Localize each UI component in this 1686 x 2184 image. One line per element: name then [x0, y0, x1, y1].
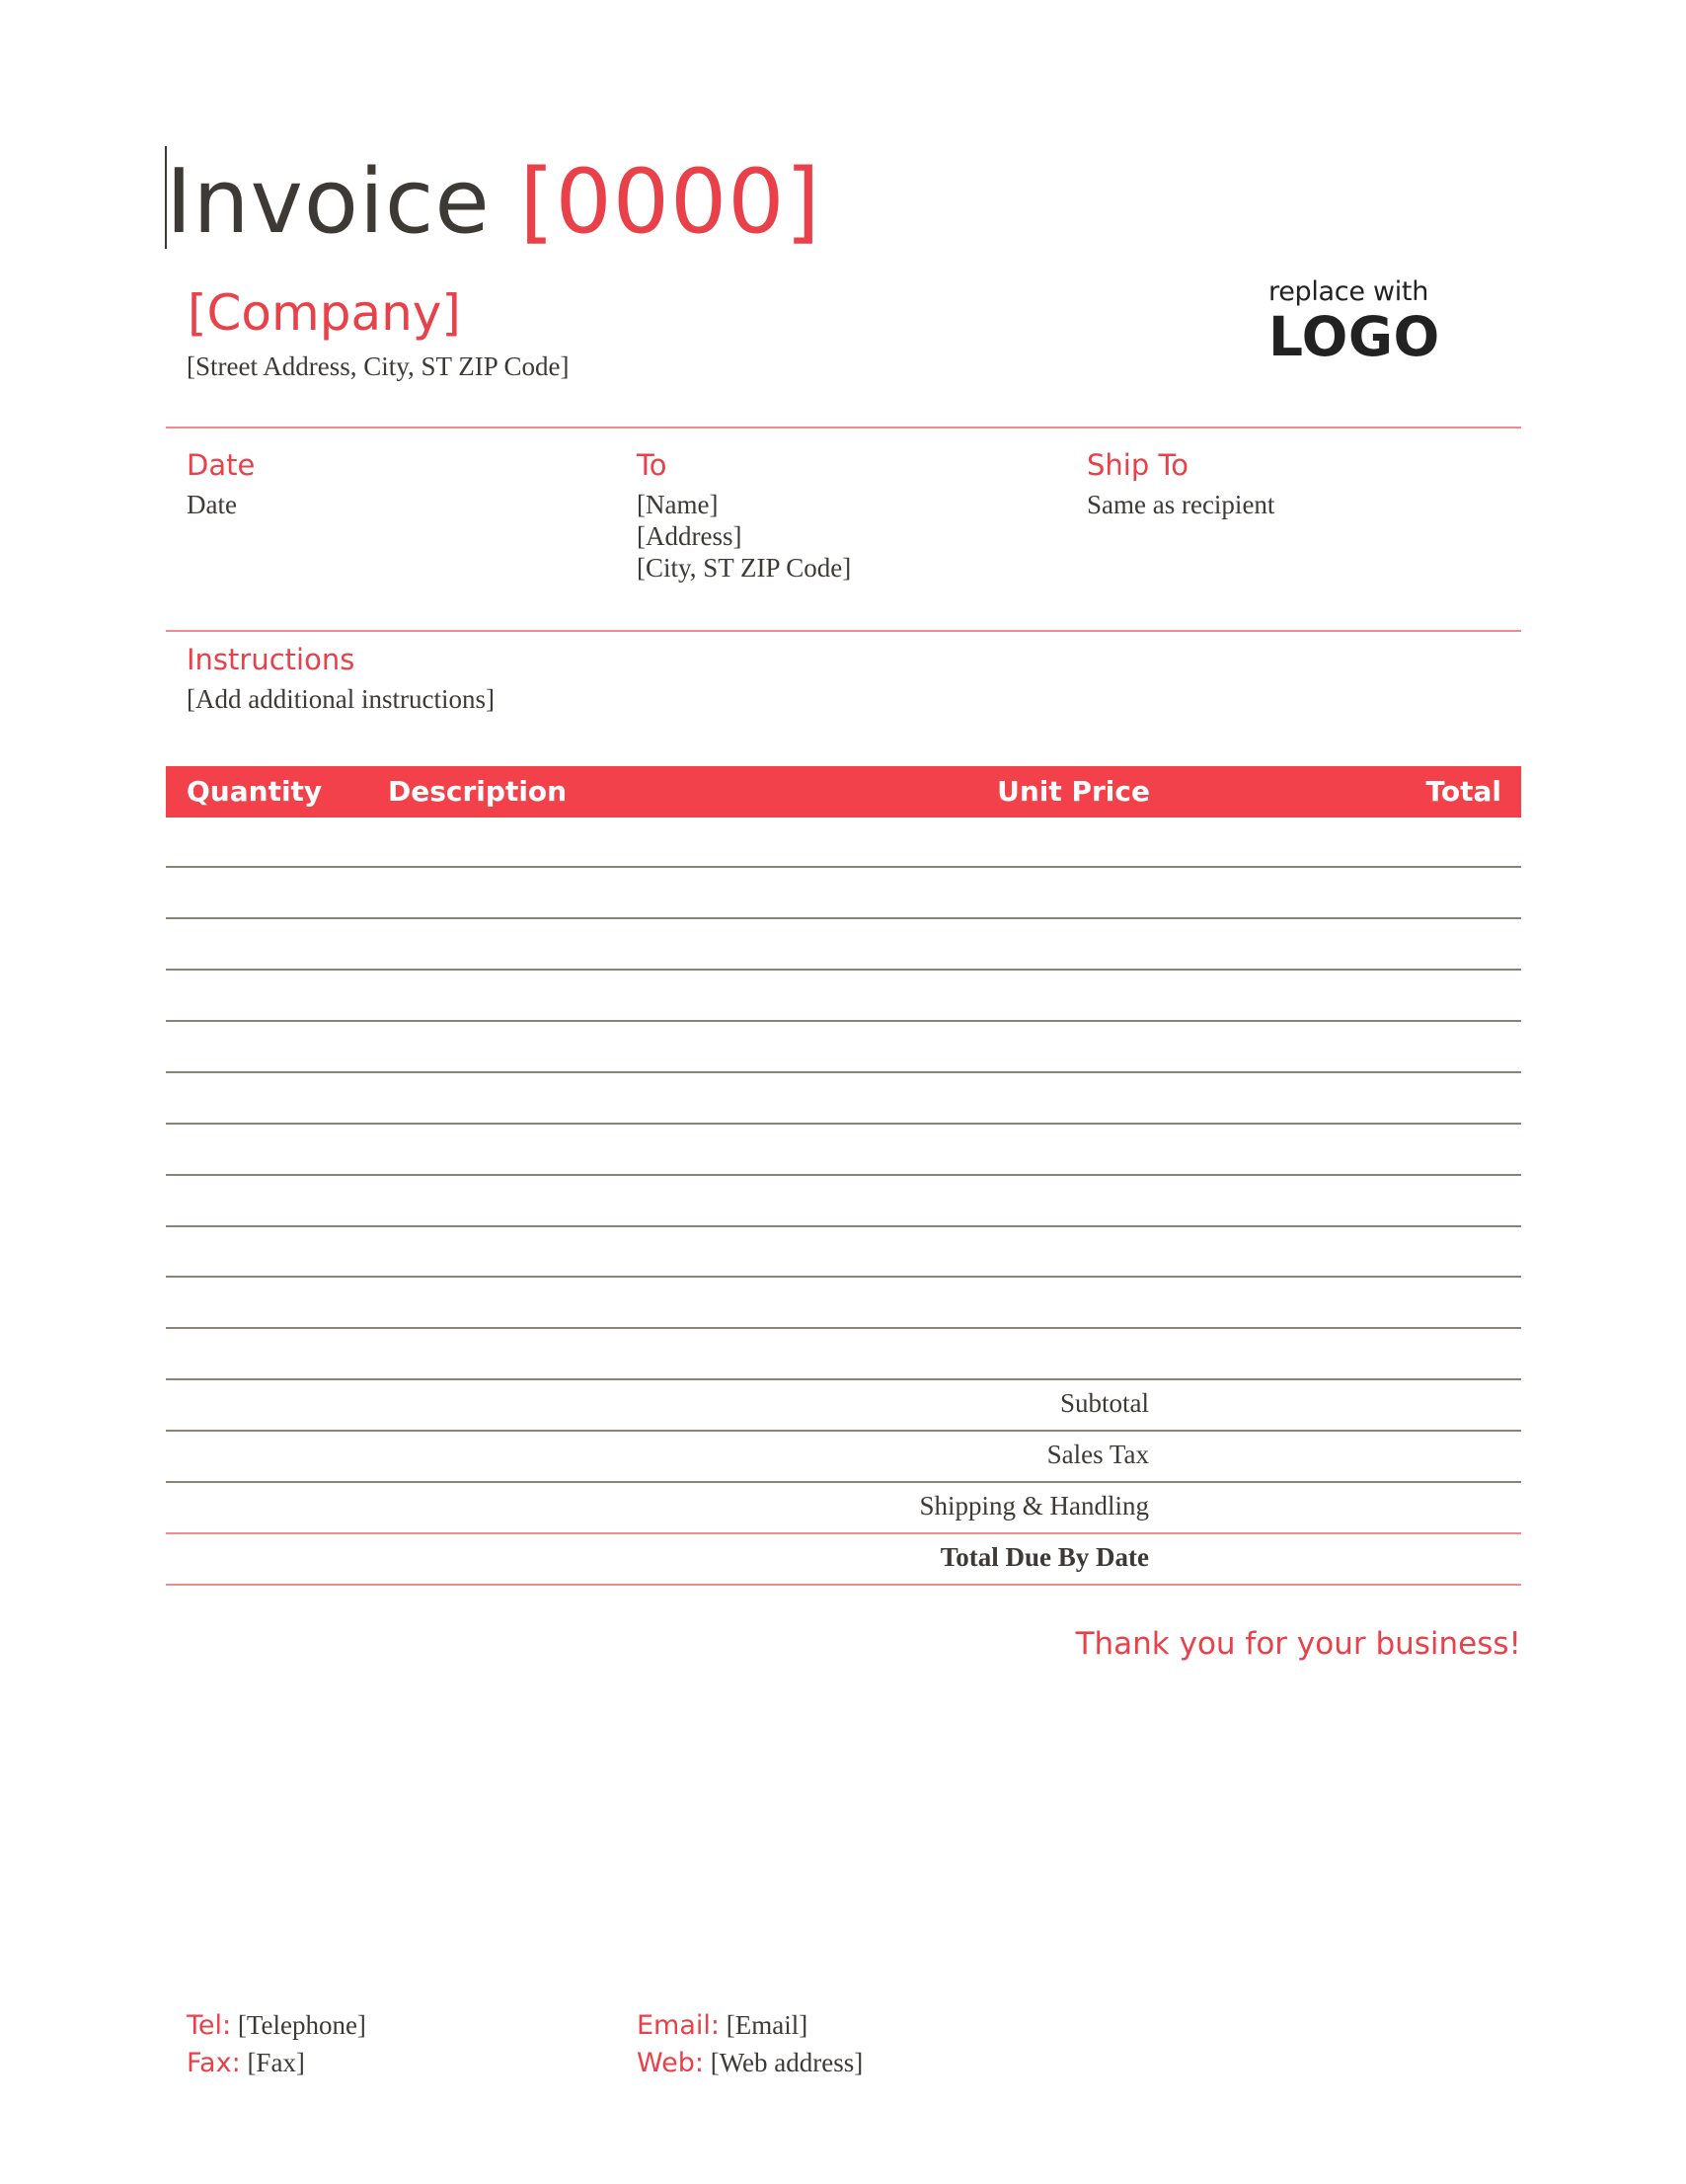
- thank-you-message[interactable]: Thank you for your business!: [1075, 1626, 1521, 1662]
- to-label: To: [637, 448, 667, 482]
- divider-total: [166, 1532, 1521, 1534]
- divider-instructions: [166, 630, 1521, 632]
- fax-value[interactable]: [Fax]: [247, 2048, 305, 2077]
- table-row[interactable]: [166, 1020, 1521, 1022]
- company-name[interactable]: [Company]: [188, 284, 461, 342]
- instructions-label: Instructions: [187, 643, 355, 676]
- total-due-label: Total Due By Date: [940, 1542, 1149, 1572]
- contact-telephone: [187, 2008, 366, 2043]
- ship-to-label: Ship To: [1087, 448, 1189, 482]
- table-row[interactable]: [166, 1378, 1521, 1380]
- date-label: Date: [187, 448, 256, 482]
- logo-caption: replace with: [1268, 276, 1429, 307]
- to-address[interactable]: [Address]: [637, 521, 742, 551]
- email-value[interactable]: [Email]: [726, 2010, 808, 2040]
- fax-label: Fax:: [187, 2048, 241, 2078]
- to-city[interactable]: [City, ST ZIP Code]: [637, 553, 852, 583]
- logo-placeholder[interactable]: [1268, 276, 1440, 368]
- instructions-value[interactable]: [Add additional instructions]: [187, 684, 495, 714]
- table-row[interactable]: [166, 1123, 1521, 1125]
- ship-to-value[interactable]: Same as recipient: [1087, 490, 1275, 519]
- header-unit-price: Unit Price: [997, 775, 1150, 808]
- to-name[interactable]: [Name]: [637, 490, 719, 519]
- table-row[interactable]: [166, 917, 1521, 919]
- table-row[interactable]: [166, 1430, 1521, 1432]
- email-label: Email:: [637, 2010, 721, 2041]
- divider-top: [166, 427, 1521, 429]
- table-row[interactable]: [166, 1071, 1521, 1073]
- table-row[interactable]: [166, 1481, 1521, 1483]
- header-quantity: Quantity: [187, 775, 323, 808]
- logo-text: LOGO: [1268, 305, 1440, 368]
- shipping-label: Shipping & Handling: [919, 1491, 1149, 1521]
- table-row[interactable]: [166, 1225, 1521, 1227]
- table-row[interactable]: [166, 969, 1521, 971]
- web-value[interactable]: [Web address]: [710, 2048, 864, 2077]
- table-row[interactable]: [166, 866, 1521, 868]
- contact-email: [637, 2008, 807, 2043]
- subtotal-label: Subtotal: [1059, 1388, 1149, 1418]
- divider-bottom: [166, 1584, 1521, 1586]
- contact-web: [637, 2046, 863, 2080]
- table-row[interactable]: [166, 1174, 1521, 1176]
- table-row[interactable]: [166, 1327, 1521, 1329]
- sales-tax-label: Sales Tax: [1046, 1440, 1149, 1469]
- header-description: Description: [388, 775, 568, 808]
- table-header: [166, 766, 1521, 818]
- company-address[interactable]: [Street Address, City, ST ZIP Code]: [187, 351, 570, 381]
- tel-value[interactable]: [Telephone]: [237, 2010, 366, 2040]
- tel-label: Tel:: [187, 2010, 232, 2041]
- invoice-number: [0000]: [519, 150, 821, 254]
- date-value[interactable]: Date: [187, 490, 237, 519]
- contact-fax: [187, 2046, 305, 2080]
- table-row[interactable]: [166, 1276, 1521, 1278]
- web-label: Web:: [637, 2048, 704, 2078]
- header-total: Total: [1425, 775, 1501, 808]
- invoice-title-word: Invoice: [166, 150, 491, 254]
- invoice-title[interactable]: [166, 148, 821, 257]
